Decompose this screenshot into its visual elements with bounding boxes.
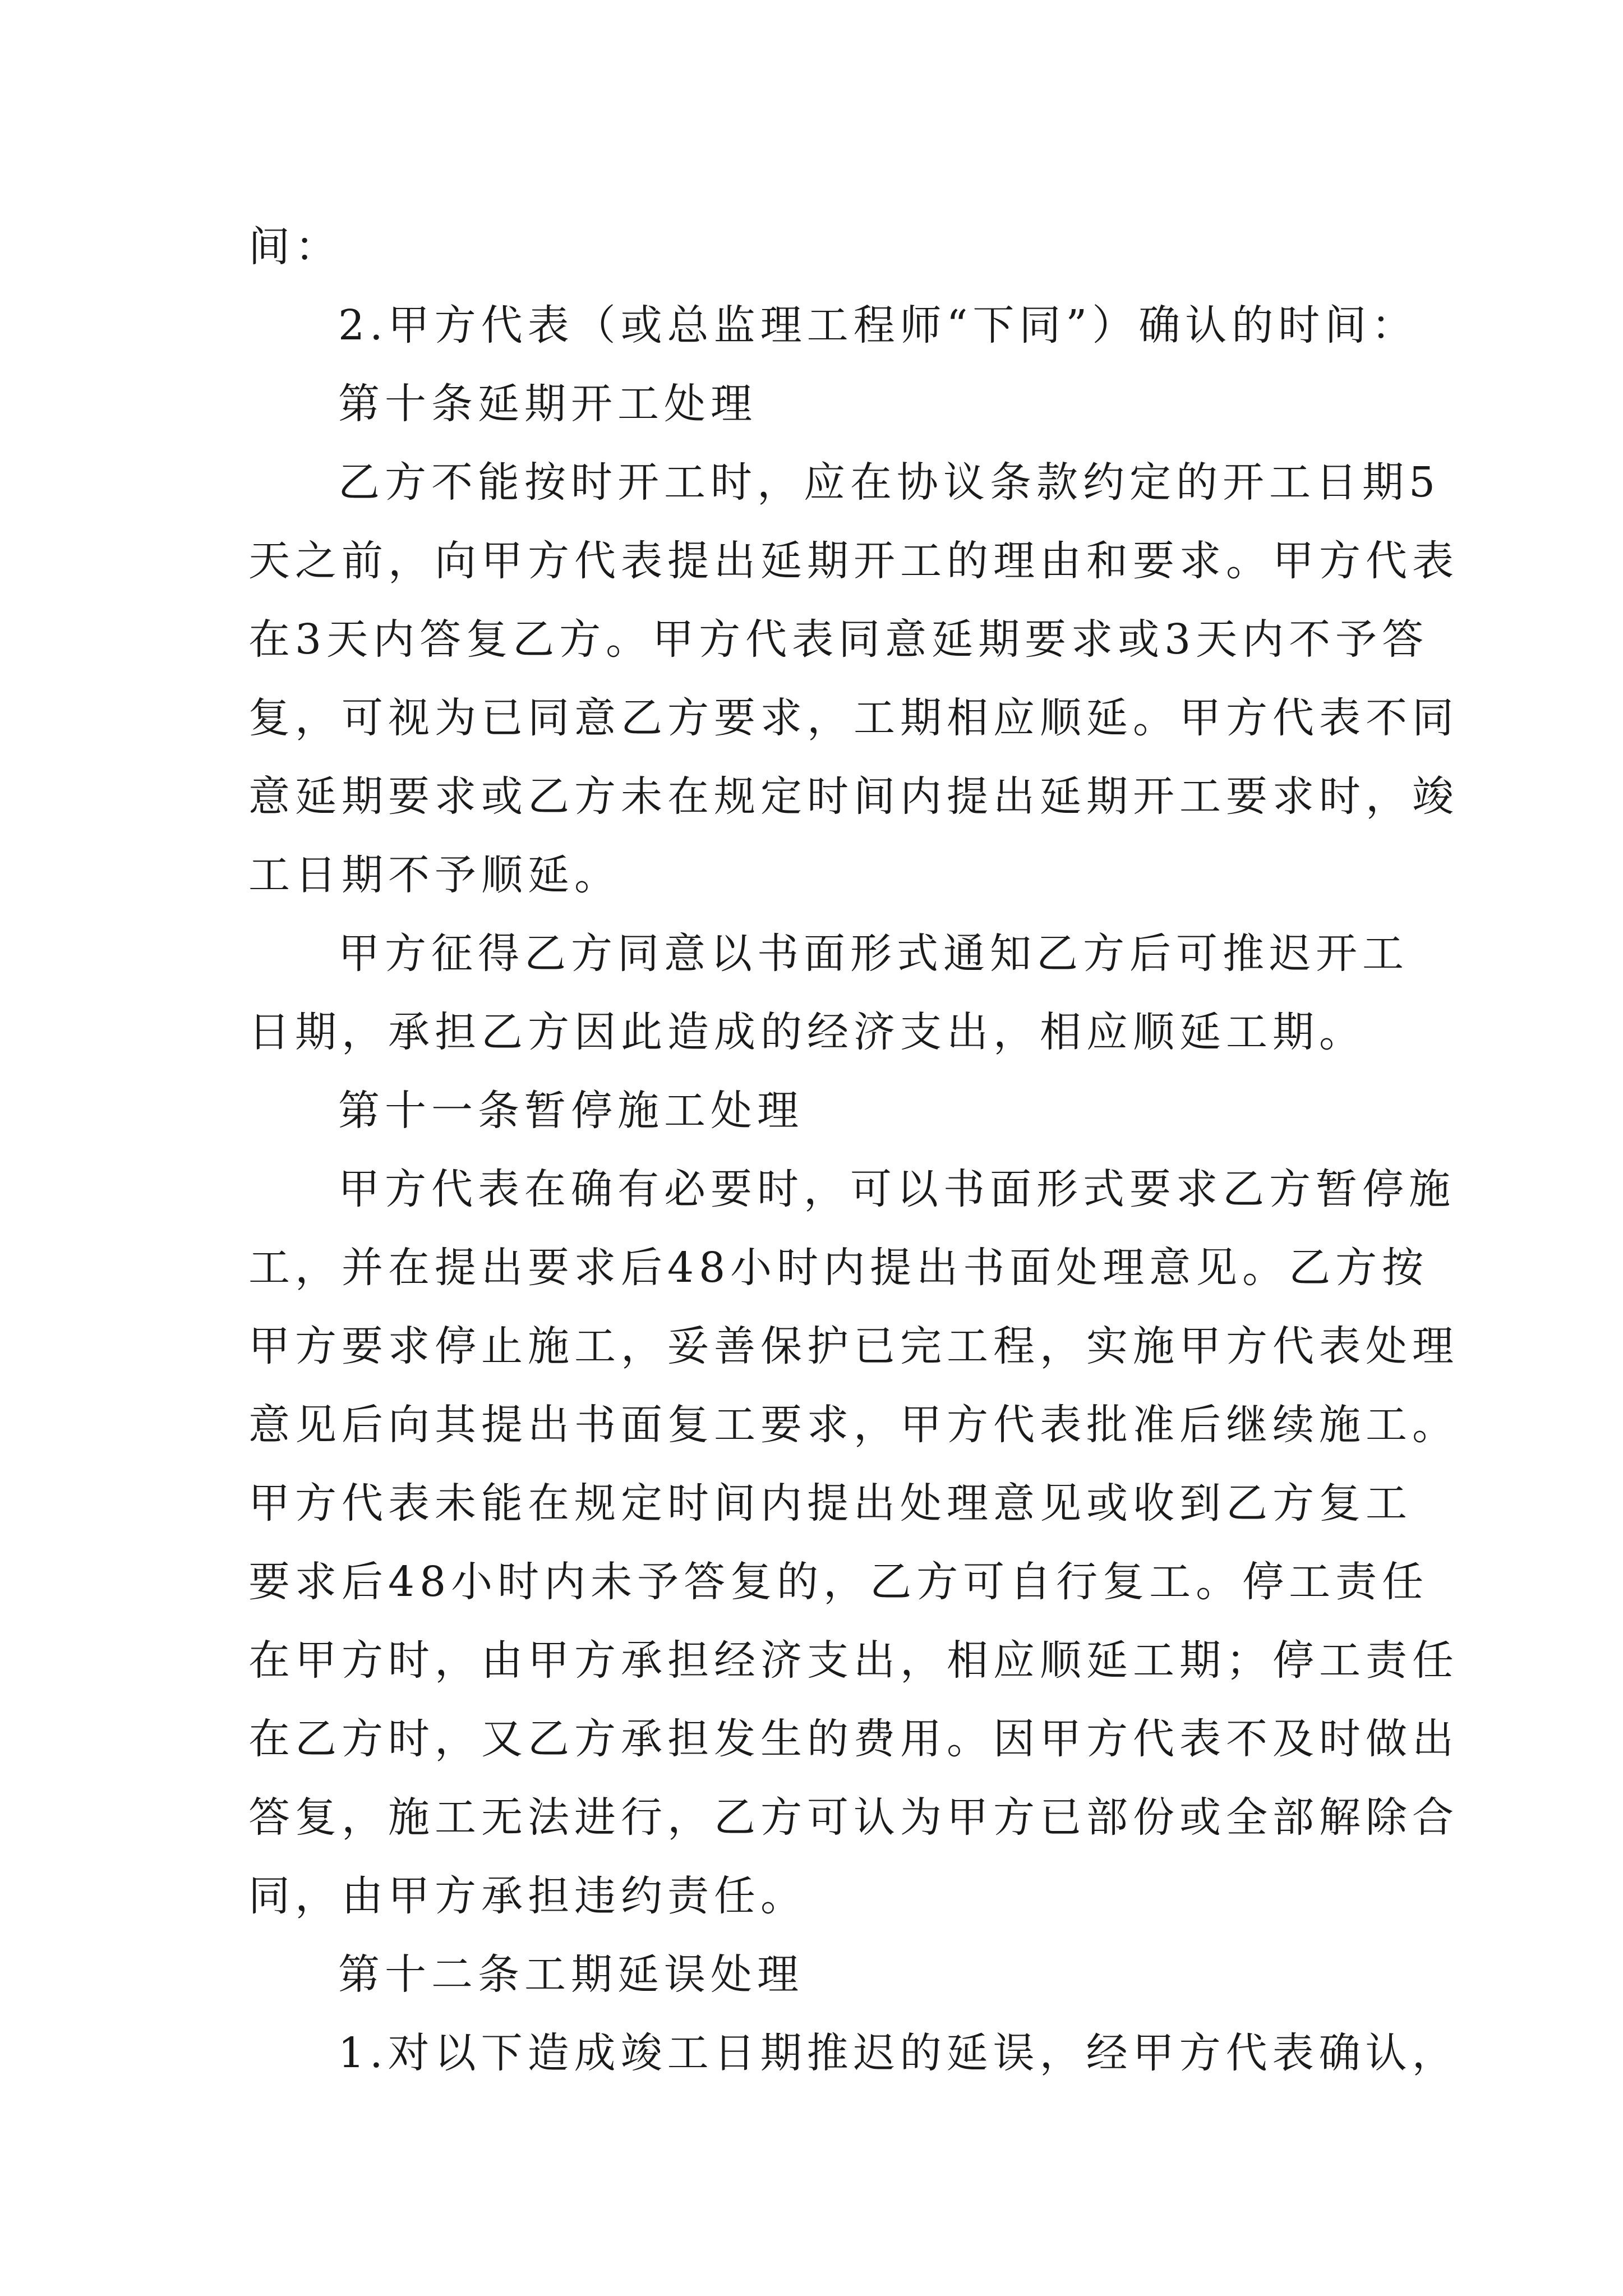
text-line: 工日期不予顺延。 (248, 851, 621, 899)
text-line: 2.甲方代表（或总监理工程师“下同”）确认的时间： (338, 301, 1418, 349)
text-line: 甲方代表未能在规定时间内提出处理意见或收到乙方复工 (248, 1479, 1412, 1527)
section-heading: 第十二条工期延误处理 (338, 1950, 804, 1999)
text-line: 甲方要求停止施工，妥善保护已完工程，实施甲方代表处理 (248, 1322, 1459, 1370)
text-line: 意见后向其提出书面复工要求，甲方代表批准后继续施工。 (248, 1401, 1459, 1449)
text-line: 工，并在提出要求后48小时内提出书面处理意见。乙方按 (248, 1244, 1429, 1292)
text-line: 要求后48小时内未予答复的，乙方可自行复工。停工责任 (248, 1558, 1429, 1606)
text-line: 在甲方时，由甲方承担经济支出，相应顺延工期；停工责任 (248, 1636, 1459, 1685)
text-line: 1.对以下造成竣工日期推迟的延误，经甲方代表确认， (338, 2029, 1459, 2077)
text-line: 复，可视为已同意乙方要求，工期相应顺延。甲方代表不同 (248, 694, 1459, 742)
text-line: 甲方征得乙方同意以书面形式通知乙方后可推迟开工 (338, 930, 1409, 978)
text-line: 在乙方时，又乙方承担发生的费用。因甲方代表不及时做出 (248, 1715, 1459, 1763)
text-line: 在3天内答复乙方。甲方代表同意延期要求或3天内不予答 (248, 615, 1429, 664)
text-line: 甲方代表在确有必要时，可以书面形式要求乙方暂停施 (338, 1165, 1455, 1213)
text-line: 意延期要求或乙方未在规定时间内提出延期开工要求时，竣 (248, 772, 1459, 821)
text-line: 日期，承担乙方因此造成的经济支出，相应顺延工期。 (248, 1008, 1366, 1056)
text-line: 乙方不能按时开工时，应在协议条款约定的开工日期5 (338, 458, 1441, 507)
section-heading: 第十条延期开工处理 (338, 380, 757, 428)
section-heading: 第十一条暂停施工处理 (338, 1087, 804, 1135)
text-line: 答复，施工无法进行，乙方可认为甲方已部份或全部解除合 (248, 1793, 1459, 1842)
text-line: 天之前，向甲方代表提出延期开工的理由和要求。甲方代表 (248, 537, 1459, 585)
document-body (248, 208, 1459, 2092)
text-line: 间： (248, 223, 342, 271)
text-line: 同，由甲方承担违约责任。 (248, 1872, 807, 1920)
